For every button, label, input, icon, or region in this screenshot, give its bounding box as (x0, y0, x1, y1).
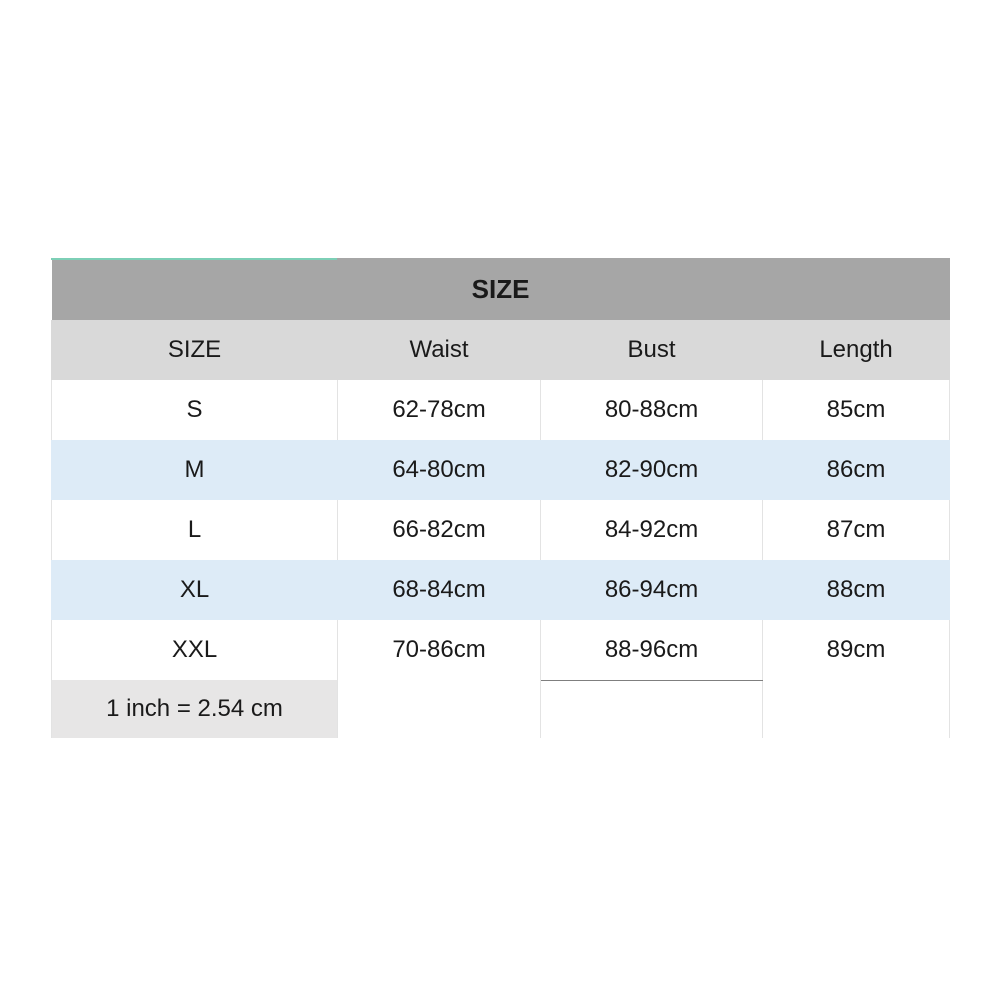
size-chart (51, 258, 949, 738)
cell-size: XXL (52, 620, 338, 680)
cell-waist: 62-78cm (338, 380, 541, 440)
cell-bust: 84-92cm (541, 500, 763, 560)
header-waist: Waist (338, 320, 541, 380)
cell-bust: 88-96cm (541, 620, 763, 680)
empty-cell (338, 680, 541, 738)
cell-waist: 70-86cm (338, 620, 541, 680)
size-table (51, 258, 950, 738)
cell-length: 89cm (763, 620, 950, 680)
header-size: SIZE (52, 320, 338, 380)
table-row (52, 620, 950, 680)
cell-waist: 64-80cm (338, 440, 541, 500)
cell-size: S (52, 380, 338, 440)
cell-length: 86cm (763, 440, 950, 500)
cell-length: 85cm (763, 380, 950, 440)
cell-bust: 86-94cm (541, 560, 763, 620)
title-row (52, 258, 950, 320)
note-row (52, 680, 950, 738)
header-row (52, 320, 950, 380)
cell-size: XL (52, 560, 338, 620)
table-title: SIZE (52, 258, 950, 320)
table-row (52, 380, 950, 440)
header-length: Length (763, 320, 950, 380)
cell-waist: 66-82cm (338, 500, 541, 560)
accent-line (51, 258, 337, 260)
cell-size: L (52, 500, 338, 560)
cell-length: 88cm (763, 560, 950, 620)
empty-cell (763, 680, 950, 738)
table-row (52, 560, 950, 620)
cell-length: 87cm (763, 500, 950, 560)
cell-bust: 82-90cm (541, 440, 763, 500)
table-row (52, 500, 950, 560)
table-row (52, 440, 950, 500)
cell-waist: 68-84cm (338, 560, 541, 620)
empty-cell (541, 680, 763, 738)
unit-conversion-note: 1 inch = 2.54 cm (52, 680, 338, 738)
cell-size: M (52, 440, 338, 500)
header-bust: Bust (541, 320, 763, 380)
cell-bust: 80-88cm (541, 380, 763, 440)
